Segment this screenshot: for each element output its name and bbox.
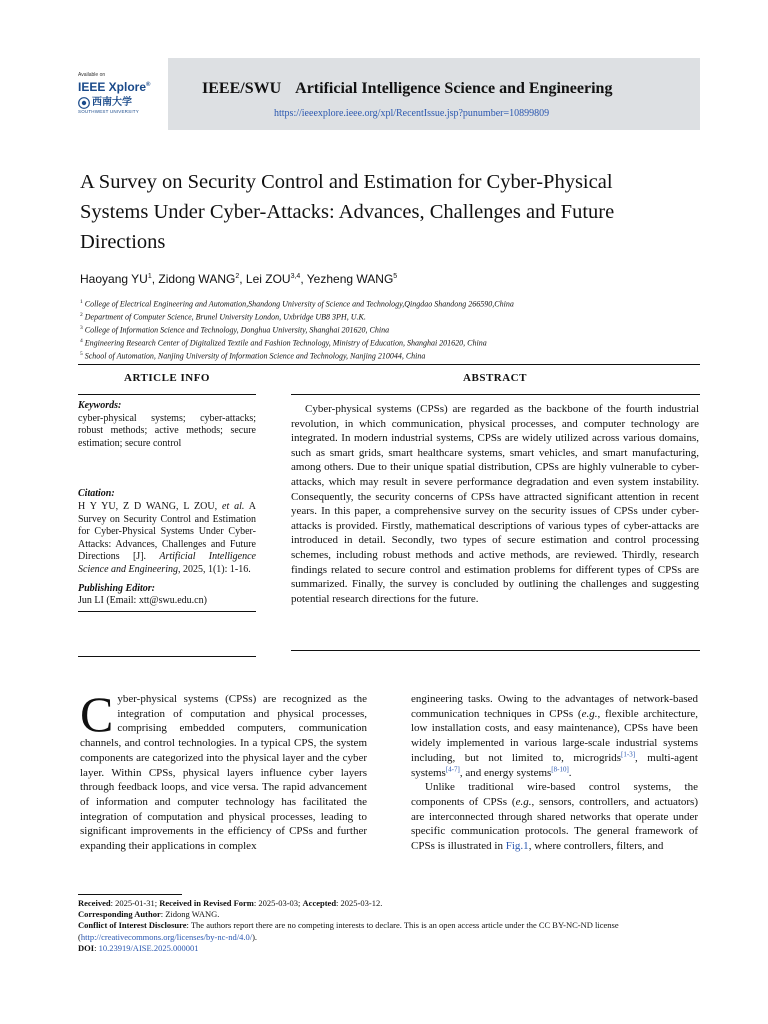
abstract-text: Cyber-physical systems (CPSs) are regarded as the backbone of the fourth industrial revolution, in which communication, physical processes, and computer technology are integrated. In modern industrial systems, CPSs are widely utilized across various domains, such as smart grids, smart healthcare systems, smart vehicles, and smart manufacturing, among others. Due to their unique spatial distribution, CPSs are highly vulnerable to cyber-attacks, which may result in severe performance degradation and even system instability. Consequently, the security concerns of CPSs have attracted significant attention in recent years. In this paper, a comprehensive survey on the security issues of CPSs under cyber-attacks is provided. Firstly, mathematical descriptions of various types of cyber-attacks are introduced in detail. Secondly, two types of secure estimation and control processing schemes, including robust methods and active methods, are reviewed. Thirdly, research findings related to secure control and estimation problems for different types of CPSs are summarized. Finally, the survey is concluded by outlining the challenges and suggesting potential research directions for the future. <box>291 403 699 605</box>
affiliation-item: $^2$ Department of Computer Science, Brunel University London, Uxbridge UB8 3PH, U.K. <box>80 311 366 322</box>
doi-line: DOI: 10.23919/AISE.2025.000001 <box>78 942 199 953</box>
affiliation-list <box>80 297 680 362</box>
keywords: cyber-physical systems; cyber-attacks; robust methods; active methods; secure estimation; secure control <box>78 412 256 449</box>
doi-link[interactable]: 10.23919/AISE.2025.000001 <box>98 942 199 953</box>
ieee-xplore-logo: IEEE Xplore® <box>78 80 151 94</box>
body-column-2 <box>411 692 698 854</box>
journal-prefix: IEEE/SWU <box>202 80 282 97</box>
editor-label: Publishing Editor: <box>78 582 155 594</box>
author-list: Haoyang $YU^1$, Zidong WANG$^2$, Lei ZOU$^{3,4}$, Yezheng WANG$^5$ <box>80 272 398 286</box>
reference-link[interactable]: [1-3] <box>621 750 636 759</box>
body-paragraph: Unlike traditional wire-based control systems, the components of CPSs (e.g., sensors, controllers, and actuators) are interconnected through shared networks that operate under specific communication protocols. The general framework of CPSs is illustrated in Fig.1, where controllers, filters, and <box>411 781 698 853</box>
keywords-label: Keywords: <box>78 400 122 411</box>
drop-cap: C <box>80 686 114 742</box>
article-info-rule <box>78 394 256 395</box>
affiliation-item: $^3$ College of Information Science and Technology, Donghua University, Shanghai 201620, China <box>80 324 390 335</box>
author-name: Lei ZOU <box>245 272 291 286</box>
citation: H Y YU, Z D WANG, L ZOU, et al. A Survey on Security Control and Estimation for Cyber-Physical Systems Under Cyber-Attacks: Advances, Challenges and Future Directions [J]. Artificial Intelligence Science and Engineering, 2025, 1(1): 1-16. <box>78 500 256 575</box>
article-info <box>78 400 256 608</box>
affiliation-item: $^4$ Engineering Research Center of Digitalized Textile and Fashion Technology, Ministry of Education, Shanghai 201620, China <box>80 337 487 348</box>
journal-header <box>168 58 700 130</box>
conflict-disclosure: Conflict of Interest Disclosure: The authors report there are no competing interests to declare. This is an open access article under the CC BY-NC-ND license (http://creativecommons.org/licenses/by-nc-nd/4.0/). <box>78 920 619 942</box>
university-name-cn: 西南大学 <box>92 97 132 108</box>
citation-rule <box>78 611 256 612</box>
top-rule <box>78 364 700 365</box>
author-name: Zidong WANG <box>158 272 236 286</box>
university-seal-icon <box>78 97 90 109</box>
reference-link[interactable]: [8-10] <box>551 764 569 773</box>
abstract-bottom-rule <box>291 650 700 651</box>
citation-label: Citation: <box>78 488 115 500</box>
affiliation-item: $^5$ School of Automation, Nanjing University of Information Science and Technology, Nanjing 210044, China <box>80 350 426 361</box>
journal-logo <box>78 72 164 122</box>
abstract-rule <box>291 394 700 395</box>
journal-name: Artificial Intelligence Science and Engineering <box>295 80 613 97</box>
body-paragraph: engineering tasks. Owing to the advantages of network-based communication techniques in CPSs (e.g., flexible architecture, low installation costs, and easy maintenance), CPSs have been widely implemented in various large-scale industrial systems including, but not limited to, microgrids[1-3], multi-agent systems[4-7], and energy systems[8-10]. <box>411 693 698 779</box>
affiliation-item: $^1$ College of Electrical Engineering and Automation,Shandong University of Science and Technology,Qingdao Shandong 266590,China <box>80 299 514 309</box>
figure-link[interactable]: Fig.1 <box>505 840 529 853</box>
body-column-1 <box>80 686 367 854</box>
author-name: Yezheng WANG <box>306 272 394 286</box>
footnote-rule <box>78 894 182 895</box>
journal-url-link[interactable]: https://ieeexplore.ieee.org/xpl/RecentIssue.jsp?punumber=10899809 <box>274 108 550 119</box>
corresponding-author-line: Corresponding Author: Zidong WANG. <box>78 909 220 920</box>
license-link[interactable]: http://creativecommons.org/licenses/by-nc-nd/4.0/ <box>80 931 253 942</box>
article-footnotes <box>78 898 698 954</box>
editor: Jun LI (Email: xtt@swu.edu.cn) <box>78 595 207 607</box>
body-paragraph: yber-physical systems (CPSs) are recognized as the integration of computation and physical processes, comprising embedded computers, communication channels, and control technologies. In a typical CPS, the system components are categorized into the physical layer and the cyber layer. Within CPSs, physical layers influence cyber layers through feedback loops, and vice versa. The rapid advancement of information and computer technology has facilitated the integration of computation and physical processes, leading to significant improvements in the efficiency of CPSs and further expanding their applications in complex <box>80 693 367 853</box>
university-name-en: SOUTHWEST UNIVERSITY <box>78 109 139 114</box>
author-name: Haoyang YU <box>80 272 148 286</box>
dates-line: Received: 2025-01-31; Received in Revised Form: 2025-03-03; Accepted: 2025-03-12. <box>78 898 383 908</box>
reference-link[interactable]: [4-7] <box>445 764 460 773</box>
article-info-bottom-rule <box>78 656 256 657</box>
available-on-label: Available on <box>78 72 106 78</box>
article-info-heading: ARTICLE INFO <box>124 372 210 384</box>
journal-title <box>202 80 626 98</box>
paper-title: A Survey on Security Control and Estimation for Cyber-Physical Systems Under Cyber-Attacks: Advances, Challenges and Future Directions <box>80 171 615 253</box>
university-logo <box>78 97 164 109</box>
abstract-heading: ABSTRACT <box>463 372 527 384</box>
